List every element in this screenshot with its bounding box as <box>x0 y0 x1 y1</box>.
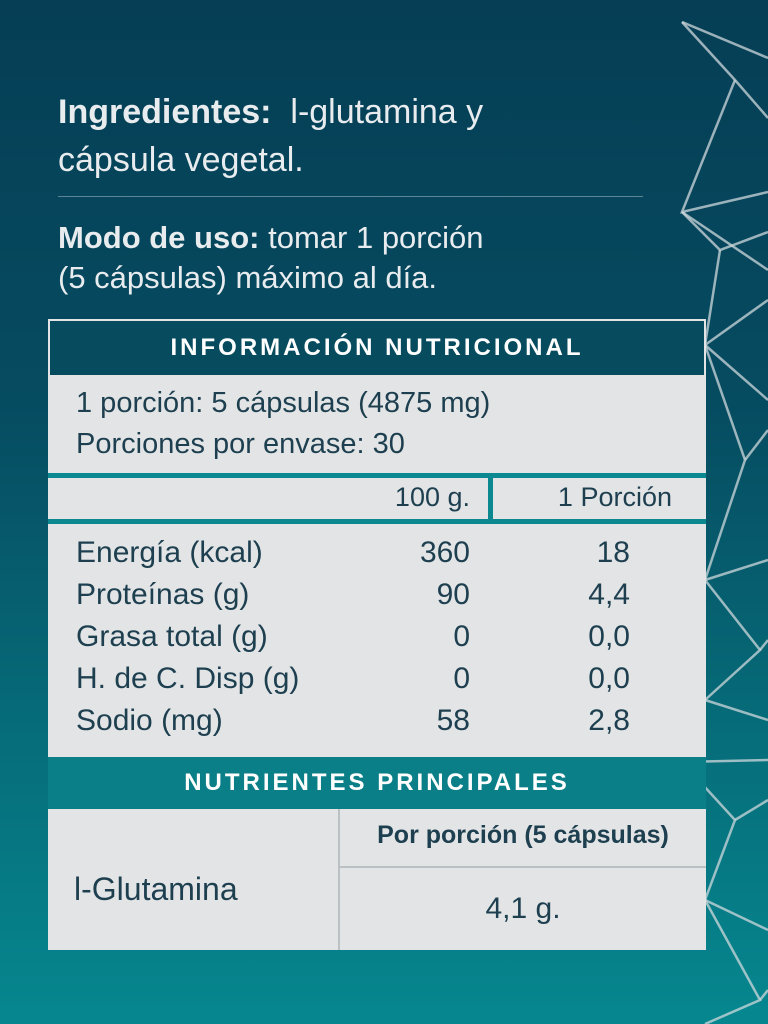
row-label: Energía (kcal) <box>76 536 263 569</box>
usage-line2: (5 cápsulas) máximo al día. <box>58 260 438 295</box>
row-label: Grasa total (g) <box>76 620 268 653</box>
table-rule <box>48 473 706 478</box>
ingredients-text <box>58 88 643 184</box>
row-value-100g: 360 <box>419 536 470 569</box>
divider <box>58 196 643 197</box>
serving-size: 1 porción: 5 cápsulas (4875 mg) <box>76 387 491 419</box>
ingredients-line2: cápsula vegetal. <box>58 141 304 179</box>
table-rule <box>48 519 706 524</box>
row-value-portion: 0,0 <box>588 620 630 653</box>
main-nutrients-divider <box>340 866 706 868</box>
main-nutrients-column-header: Por porción (5 cápsulas) <box>377 821 669 849</box>
serving-info <box>76 383 490 465</box>
row-value-portion: 0,0 <box>588 662 630 695</box>
servings-per-container: Porciones por envase: 30 <box>76 428 405 460</box>
table-row <box>48 574 706 616</box>
usage-label: Modo de uso: <box>58 220 260 255</box>
column-header-portion: 1 Porción <box>557 482 672 512</box>
main-nutrient-name: l-Glutamina <box>74 871 238 907</box>
column-divider <box>488 478 493 522</box>
row-value-portion: 2,8 <box>588 704 630 737</box>
table-row <box>48 616 706 658</box>
row-value-portion: 18 <box>596 536 630 569</box>
row-label: Sodio (mg) <box>76 704 223 737</box>
column-header-100g: 100 g. <box>394 482 470 512</box>
usage-text <box>58 218 658 298</box>
table-row <box>48 532 706 574</box>
table-row <box>48 700 706 742</box>
row-value-100g: 90 <box>436 578 470 611</box>
row-label: H. de C. Disp (g) <box>76 662 300 695</box>
main-nutrient-value: 4,1 g. <box>485 892 561 925</box>
row-value-100g: 0 <box>453 662 470 695</box>
table-row <box>48 658 706 700</box>
usage-line1: tomar 1 porción <box>268 220 484 255</box>
row-value-portion: 4,4 <box>588 578 630 611</box>
ingredients-line1: l-glutamina y <box>290 93 484 131</box>
row-value-100g: 58 <box>436 704 470 737</box>
main-nutrients-title: NUTRIENTES PRINCIPALES <box>48 757 706 809</box>
nutrition-title: INFORMACIÓN NUTRICIONAL <box>48 319 706 377</box>
row-value-100g: 0 <box>453 620 470 653</box>
nutrition-table <box>48 319 706 950</box>
ingredients-label: Ingredientes: <box>58 93 272 131</box>
row-label: Proteínas (g) <box>76 578 250 611</box>
